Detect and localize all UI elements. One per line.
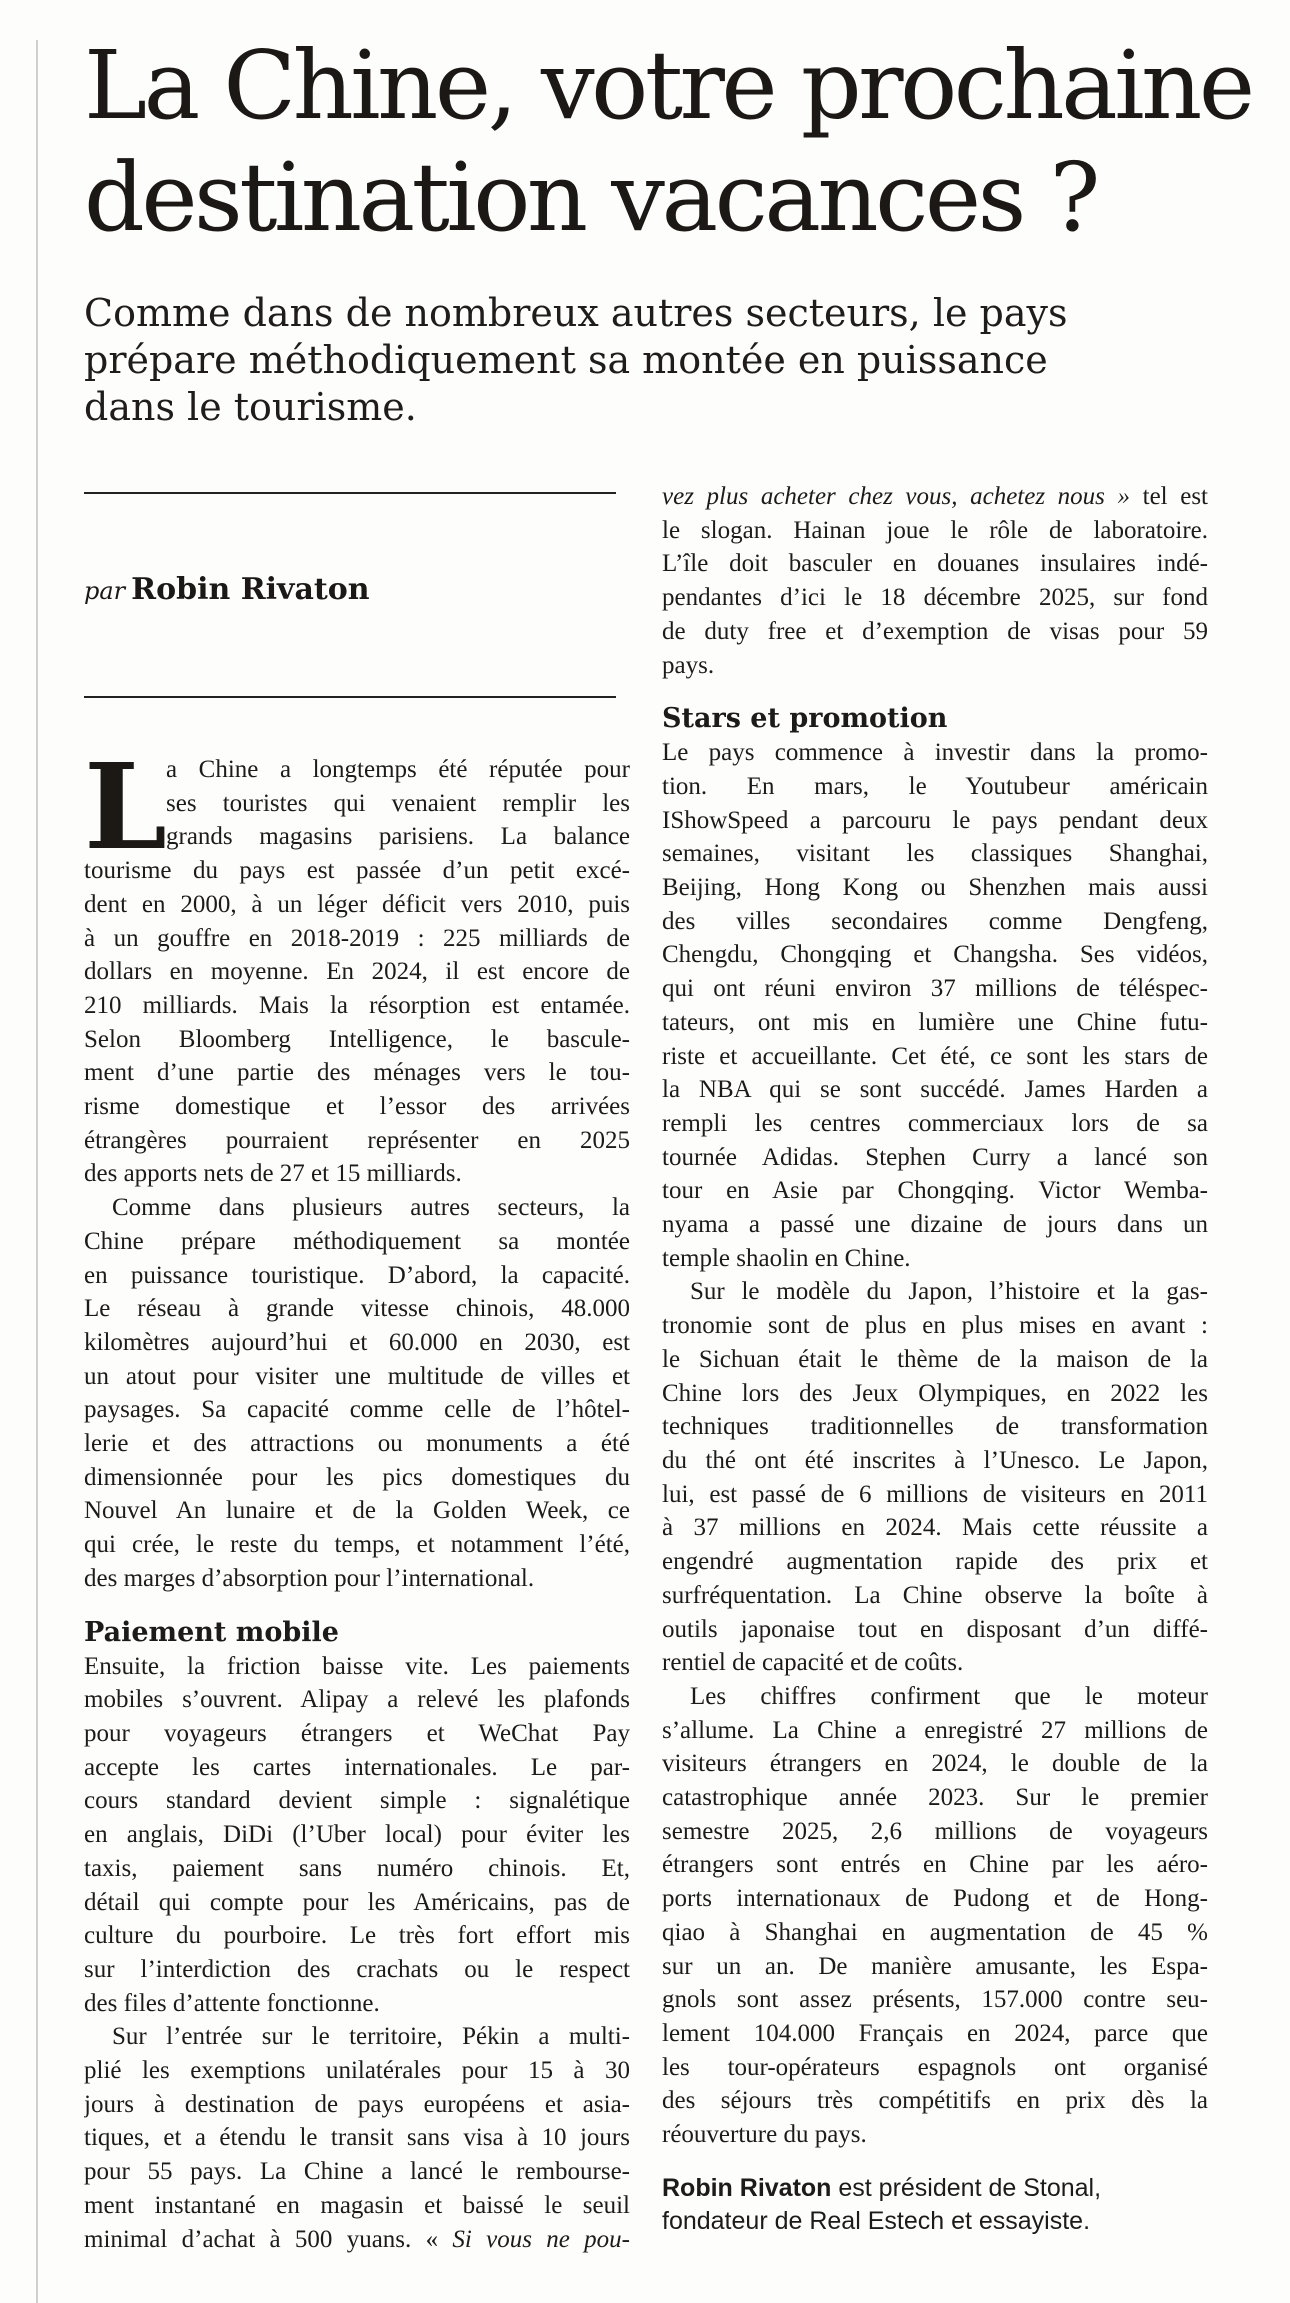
- paragraph: [662, 1275, 1208, 1679]
- text-line: temple shaolin en Chine.: [662, 1244, 911, 1272]
- text-line: nyama a passé une dizaine de jours dans un: [662, 1211, 1208, 1239]
- text-line: sur un an. De manière amusante, les Espa-: [662, 1952, 1208, 1980]
- byline-author: Robin Rivaton: [131, 572, 370, 607]
- text-line: L’île doit basculer en douanes insulaires indé-: [662, 550, 1208, 578]
- paragraph: [662, 736, 1208, 1275]
- text-line: riste et accueillante. Cet été, ce sont les stars de: [662, 1042, 1208, 1070]
- text-line: le slogan. Hainan joue le rôle de laboratoire.: [662, 516, 1208, 544]
- text-line: cours standard devient simple : signalétique: [84, 1787, 630, 1815]
- text-line: grands magasins parisiens. La balance: [166, 823, 630, 851]
- headline-line: destination vacances ?: [84, 143, 1097, 253]
- text-line: Sur l’entrée sur le territoire, Pékin a multi-: [112, 2023, 630, 2051]
- text-run: tel est: [1130, 483, 1208, 510]
- text-line: Chine prépare méthodiquement sa montée: [84, 1227, 630, 1255]
- headline: [84, 30, 1264, 254]
- text-line: en anglais, DiDi (l’Uber local) pour éviter les: [84, 1821, 630, 1849]
- text-line: engendré augmentation rapide des prix et: [662, 1548, 1208, 1576]
- text-line: rentiel de capacité et de coûts.: [662, 1649, 964, 1677]
- text-line: tourisme du pays est passée d’un petit excé-: [84, 857, 630, 885]
- text-line: à 37 millions en 2024. Mais cette réussite a: [662, 1514, 1208, 1542]
- paragraph: [662, 1680, 1208, 2152]
- paragraph-intro: [84, 737, 630, 1191]
- text-line: Chine lors des Jeux Olympiques, en 2022 les: [662, 1379, 1208, 1407]
- text-line: du thé ont été inscrites à l’Unesco. Le Japon,: [662, 1446, 1208, 1474]
- text-run: minimal d’achat à 500 yuans. «: [84, 2225, 453, 2253]
- text-line: tiques, et a étendu le transit sans visa à 10 jours: [84, 2124, 630, 2152]
- text-line: lement 104.000 Français en 2024, parce que: [662, 2019, 1208, 2047]
- left-column: [84, 737, 630, 2256]
- text-line: semaines, visitant les classiques Shanghai,: [662, 840, 1208, 868]
- text-line: ports internationaux de Pudong et de Hong-: [662, 1885, 1208, 1913]
- text-line: sur l’interdiction des crachats ou le respect: [84, 1955, 630, 1983]
- text-line: IShowSpeed a parcouru le pays pendant deux: [662, 806, 1208, 834]
- text-line: fondateur de Real Estech et essayiste.: [662, 2207, 1091, 2236]
- text-line: pour voyageurs étrangers et WeChat Pay: [84, 1719, 630, 1747]
- text-line: pays.: [662, 651, 715, 679]
- text-line: tion. En mars, le Youtubeur américain: [662, 772, 1208, 800]
- text-run: est président de Stonal,: [831, 2173, 1102, 2202]
- text-line: s’allume. La Chine a enregistré 27 millions de: [662, 1716, 1208, 1744]
- text-line: des apports nets de 27 et 15 milliards.: [84, 1160, 462, 1188]
- text-line: dent en 2000, à un léger déficit vers 2010, puis: [84, 890, 630, 918]
- text-line: gnols sont assez présents, 157.000 contre seu-: [662, 1986, 1208, 2014]
- text-line: kilomètres aujourd’hui et 60.000 en 2030, est: [84, 1328, 630, 1356]
- text-line: surfréquentation. La Chine observe la boîte à: [662, 1581, 1208, 1609]
- headline-line: La Chine, votre prochaine: [84, 31, 1252, 141]
- author-signature: [662, 2172, 1208, 2239]
- signature-author: Robin Rivaton: [662, 2173, 832, 2202]
- right-column: [662, 480, 1208, 2239]
- text-line: les tour-opérateurs espagnols ont organisé: [662, 2053, 1208, 2081]
- text-line: ment instantané en magasin et baissé le seuil: [84, 2191, 630, 2219]
- text-line: dollars en moyenne. En 2024, il est encore de: [84, 958, 630, 986]
- text-line: Selon Bloomberg Intelligence, le bascule-: [84, 1025, 630, 1053]
- text-line: des files d’attente fonctionne.: [84, 1989, 380, 2017]
- byline-bottom-rule: [84, 696, 616, 698]
- text-line: semestre 2025, 2,6 millions de voyageurs: [662, 1817, 1208, 1845]
- text-line: 210 milliards. Mais la résorption est entamée.: [84, 991, 630, 1019]
- text-line: lerie et des attractions ou monuments a été: [84, 1430, 630, 1458]
- dropcap: L: [84, 737, 167, 876]
- text-line: le Sichuan était le thème de la maison de la: [662, 1345, 1208, 1373]
- text-line: Ensuite, la friction baisse vite. Les paiements: [84, 1652, 630, 1680]
- text-line: [84, 2223, 630, 2257]
- text-line: Nouvel An lunaire et de la Golden Week, ce: [84, 1497, 630, 1525]
- text-line: ment d’une partie des ménages vers le tou-: [84, 1059, 630, 1087]
- text-line: qiao à Shanghai en augmentation de 45 %: [662, 1918, 1208, 1946]
- byline-prefix: par: [84, 577, 126, 605]
- text-line: paysages. Sa capacité comme celle de l’hôtel-: [84, 1396, 630, 1424]
- text-line: tour en Asie par Chongqing. Victor Wemba-: [662, 1177, 1208, 1205]
- standfirst-line: Comme dans de nombreux autres secteurs, le pays: [84, 291, 1068, 335]
- text-line: taxis, paiement sans numéro chinois. Et,: [84, 1854, 630, 1882]
- quote-italic: vez plus acheter chez vous, achetez nous »: [662, 483, 1131, 510]
- text-line: tronomie sont de plus en plus mises en avant :: [662, 1312, 1208, 1340]
- text-line: détail qui compte pour les Américains, pas de: [84, 1888, 630, 1916]
- text-line: qui crée, le reste du temps, et notamment l’été,: [84, 1531, 630, 1559]
- text-line: tateurs, ont mis en lumière une Chine futu-: [662, 1008, 1208, 1036]
- text-line: ses touristes qui venaient remplir les: [166, 789, 630, 817]
- text-line: pour 55 pays. La Chine a lancé le rembourse-: [84, 2158, 630, 2186]
- text-line: Comme dans plusieurs autres secteurs, la: [112, 1194, 630, 1222]
- text-line: en puissance touristique. D’abord, la capacité.: [84, 1261, 630, 1289]
- subheading-paiement-mobile: Paiement mobile: [84, 1616, 339, 1648]
- text-line: Sur le modèle du Japon, l’histoire et la gas-: [690, 1278, 1208, 1306]
- text-line: tournée Adidas. Stephen Curry a lancé son: [662, 1143, 1208, 1171]
- standfirst-line: dans le tourisme.: [84, 385, 417, 429]
- text-line: étrangères pourraient représenter en 2025: [84, 1126, 630, 1154]
- text-line: de duty free et d’exemption de visas pour 59: [662, 617, 1208, 645]
- paragraph: [84, 1191, 630, 1595]
- text-line: Le pays commence à investir dans la promo-: [662, 739, 1208, 767]
- text-line: Le réseau à grande vitesse chinois, 48.000: [84, 1295, 630, 1323]
- text-line: qui ont réuni environ 37 millions de téléspec-: [662, 975, 1208, 1003]
- paragraph-continued: [662, 480, 1208, 682]
- text-line: culture du pourboire. Le très fort effort mis: [84, 1922, 630, 1950]
- standfirst: [84, 290, 1234, 431]
- text-line: Beijing, Hong Kong ou Shenzhen mais aussi: [662, 874, 1208, 902]
- text-line: Chengdu, Chongqing et Changsha. Ses vidéos,: [662, 941, 1208, 969]
- text-line: jours à destination de pays européens et asia-: [84, 2090, 630, 2118]
- quote-italic: Si vous ne pou-: [452, 2225, 630, 2253]
- column-divider: [36, 40, 38, 2303]
- byline: [84, 572, 370, 607]
- text-line: visiteurs étrangers en 2024, le double de la: [662, 1750, 1208, 1778]
- text-line: réouverture du pays.: [662, 2121, 867, 2149]
- text-line: la NBA qui se sont succédé. James Harden a: [662, 1076, 1208, 1104]
- text-line: à un gouffre en 2018-2019 : 225 milliards de: [84, 924, 630, 952]
- text-line: [662, 2172, 1208, 2206]
- text-line: rempli les centres commerciaux lors de sa: [662, 1109, 1208, 1137]
- text-line: risme domestique et l’essor des arrivées: [84, 1093, 630, 1121]
- subheading-stars-et-promotion: Stars et promotion: [662, 703, 948, 735]
- text-line: [662, 480, 1208, 514]
- text-line: des villes secondaires comme Dengfeng,: [662, 907, 1208, 935]
- paragraph: [84, 1650, 630, 2021]
- paragraph: [84, 2020, 630, 2256]
- text-line: lui, est passé de 6 millions de visiteurs en 2011: [662, 1480, 1208, 1508]
- standfirst-line: prépare méthodiquement sa montée en puissance: [84, 338, 1048, 382]
- text-line: un atout pour visiter une multitude de villes et: [84, 1362, 630, 1390]
- text-line: outils japonaise tout en disposant d’un diffé-: [662, 1615, 1208, 1643]
- text-line: a Chine a longtemps été réputée pour: [166, 756, 630, 783]
- text-line: des séjours très compétitifs en prix dès la: [662, 2087, 1208, 2115]
- text-line: techniques traditionnelles de transformation: [662, 1413, 1208, 1441]
- text-line: catastrophique année 2023. Sur le premier: [662, 1784, 1208, 1812]
- text-line: pendantes d’ici le 18 décembre 2025, sur fond: [662, 584, 1208, 612]
- byline-top-rule: [84, 492, 616, 494]
- text-line: des marges d’absorption pour l’international.: [84, 1564, 535, 1592]
- text-line: accepte les cartes internationales. Le par-: [84, 1753, 630, 1781]
- text-line: mobiles s’ouvrent. Alipay a relevé les plafonds: [84, 1686, 630, 1714]
- text-line: dimensionnée pour les pics domestiques du: [84, 1463, 630, 1491]
- text-line: plié les exemptions unilatérales pour 15 à 30: [84, 2057, 630, 2085]
- text-line: Les chiffres confirment que le moteur: [690, 1682, 1208, 1710]
- text-line: étrangers sont entrés en Chine par les aéro-: [662, 1851, 1208, 1879]
